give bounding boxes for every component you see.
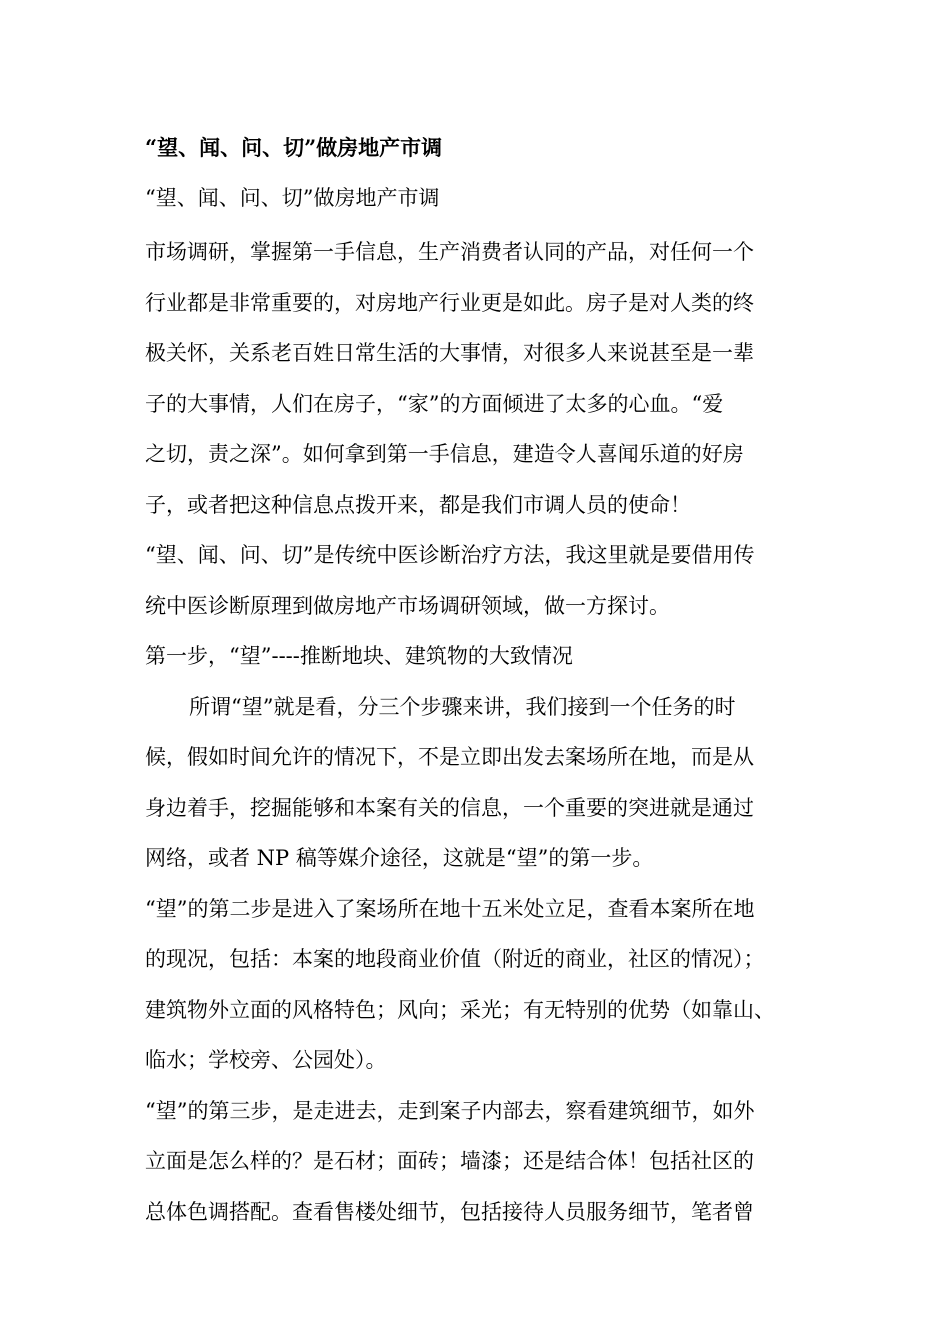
document-body xyxy=(145,133,825,1237)
text-line: 的现况，包括：本案的地段商业价值（附近的商业，社区的情况）； xyxy=(145,947,765,971)
paragraph-look-step-three xyxy=(145,1086,825,1238)
text-line: 临水；学校旁、公园处）。 xyxy=(145,1048,387,1072)
paragraph-look-step-two xyxy=(145,884,825,1086)
paragraph-method xyxy=(145,530,825,631)
text-line: 行业都是非常重要的，对房地产行业更是如此。房子是对人类的终 xyxy=(145,290,754,315)
paragraph-intro xyxy=(145,227,825,530)
text-line: 立面是怎么样的？是石材；面砖；墙漆；还是结合体！包括社区的 xyxy=(145,1149,754,1173)
text-line: 候，假如时间允许的情况下，不是立即出发去案场所在地，而是从 xyxy=(145,745,754,769)
paragraph-look-step-one xyxy=(145,682,825,884)
text-line: “望”的第三步，是走进去，走到案子内部去，察看建筑细节，如外 xyxy=(145,1098,755,1123)
text-line: 市场调研，掌握第一手信息，生产消费者认同的产品，对任何一个 xyxy=(145,240,754,264)
section-heading-step-one xyxy=(145,631,825,682)
text-line: 第一步，“望”----推断地块、建筑物的大致情况 xyxy=(145,644,573,668)
text-line: 之切，责之深”。如何拿到第一手信息，建造令人喜闻乐道的好房 xyxy=(145,442,744,466)
text-line: 总体色调搭配。查看售楼处细节，包括接待人员服务细节，笔者曾 xyxy=(145,1199,754,1224)
document-title: “望、闻、问、切”做房地产市调 xyxy=(145,135,443,160)
text-line: 子的大事情，人们在房子，“家”的方面倾进了太多的心血。“爱 xyxy=(145,391,724,416)
text-line: 所谓“望”就是看，分三个步骤来讲，我们接到一个任务的时 xyxy=(189,694,736,719)
text-line: 身边着手，挖掘能够和本案有关的信息，一个重要的突进就是通过 xyxy=(145,795,754,820)
document-subtitle: “望、闻、问、切”做房地产市调 xyxy=(145,186,440,210)
text-line: 统中医诊断原理到做房地产市场调研领域，做一方探讨。 xyxy=(145,593,670,618)
text-line: “望”的第二步是进入了案场所在地十五米处立足，查看本案所在地 xyxy=(145,896,755,921)
text-line: 子，或者把这种信息点拨开来，都是我们市调人员的使命！ xyxy=(145,492,691,517)
text-line: “望、闻、问、切”是传统中医诊断治疗方法，我这里就是要借用传 xyxy=(145,543,755,567)
text-line: 网络，或者 NP 稿等媒介途径，这就是“望”的第一步。 xyxy=(145,846,654,870)
text-line: 极关怀，关系老百姓日常生活的大事情，对很多人来说甚至是一辈 xyxy=(145,341,754,365)
text-line: 建筑物外立面的风格特色；风向；采光；有无特别的优势（如靠山、 xyxy=(145,997,775,1022)
